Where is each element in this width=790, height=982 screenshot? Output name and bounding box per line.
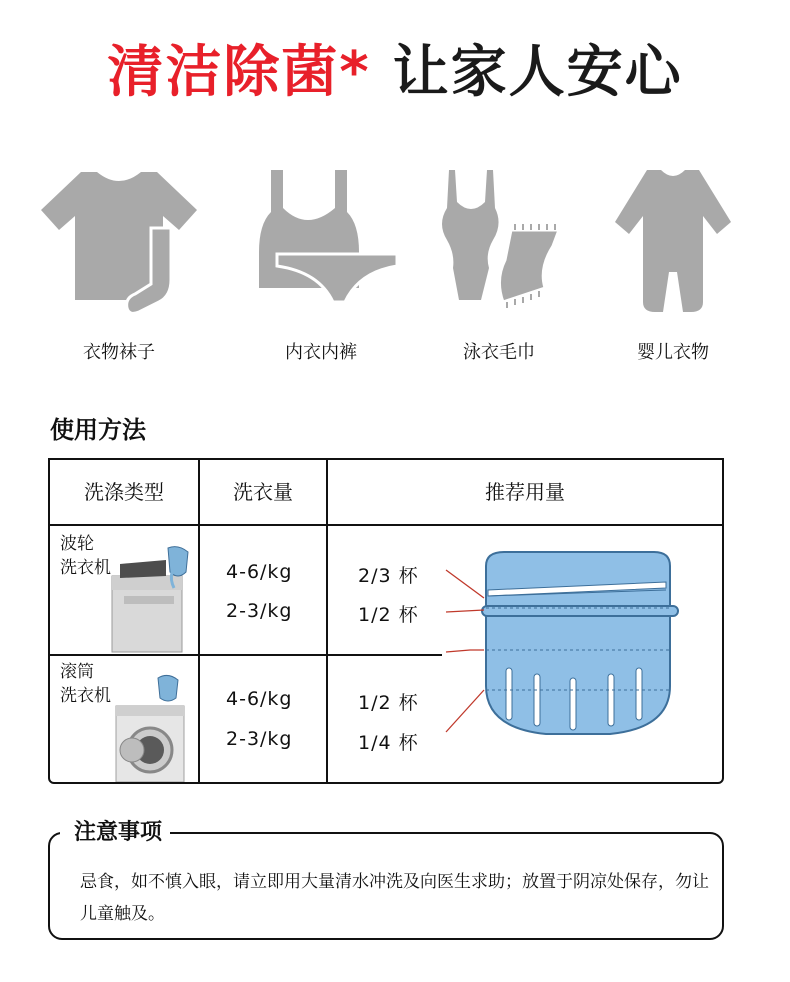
category-baby-clothes: [588, 168, 758, 364]
usage-title: 使用方法: [50, 416, 146, 444]
category-label: 泳衣毛巾: [463, 342, 535, 363]
table-divider: [50, 654, 442, 656]
baby-onesie-icon: [593, 168, 753, 318]
top-loader-washer-icon: [106, 546, 196, 654]
dose-value: 1/4 杯: [358, 732, 419, 754]
table-divider: [50, 524, 722, 526]
category-swimwear-towel: [414, 168, 584, 364]
category-label: 婴儿衣物: [637, 342, 709, 363]
dose-value: 2/3 杯: [358, 565, 419, 587]
usage-table: [48, 458, 724, 784]
headline-main: 让家人安心: [392, 40, 683, 105]
notes-title: 注意事项: [60, 819, 170, 847]
tshirt-sock-icon: [39, 168, 199, 318]
header-wash-type: 洗涤类型: [84, 480, 164, 504]
load-value: 2-3/kg: [226, 600, 293, 622]
measuring-cup-icon: [440, 546, 680, 746]
load-value: 4-6/kg: [226, 688, 293, 710]
swimsuit-towel-icon: [419, 168, 579, 318]
type-front-loader: 滚筒 洗衣机: [60, 662, 111, 706]
type-top-loader: 波轮 洗衣机: [60, 534, 111, 578]
category-clothes-socks: [34, 168, 204, 364]
load-value: 4-6/kg: [226, 561, 293, 583]
category-label: 内衣内裤: [285, 342, 357, 363]
category-underwear: [236, 168, 406, 364]
dose-value: 1/2 杯: [358, 604, 419, 626]
headline-accent: 清洁除菌*: [107, 40, 371, 105]
header-dosage: 推荐用量: [485, 480, 565, 504]
header-load: 洗衣量: [233, 480, 293, 504]
headline: [0, 38, 790, 108]
dose-value: 1/2 杯: [358, 692, 419, 714]
front-loader-washer-icon: [106, 672, 196, 782]
load-value: 2-3/kg: [226, 728, 293, 750]
category-label: 衣物袜子: [83, 342, 155, 363]
notes-text: 忌食，如不慎入眼，请立即用大量清水冲洗及向医生求助；放置于阴凉处保存，勿让儿童触及。: [80, 872, 709, 924]
undershirt-briefs-icon: [241, 168, 401, 318]
